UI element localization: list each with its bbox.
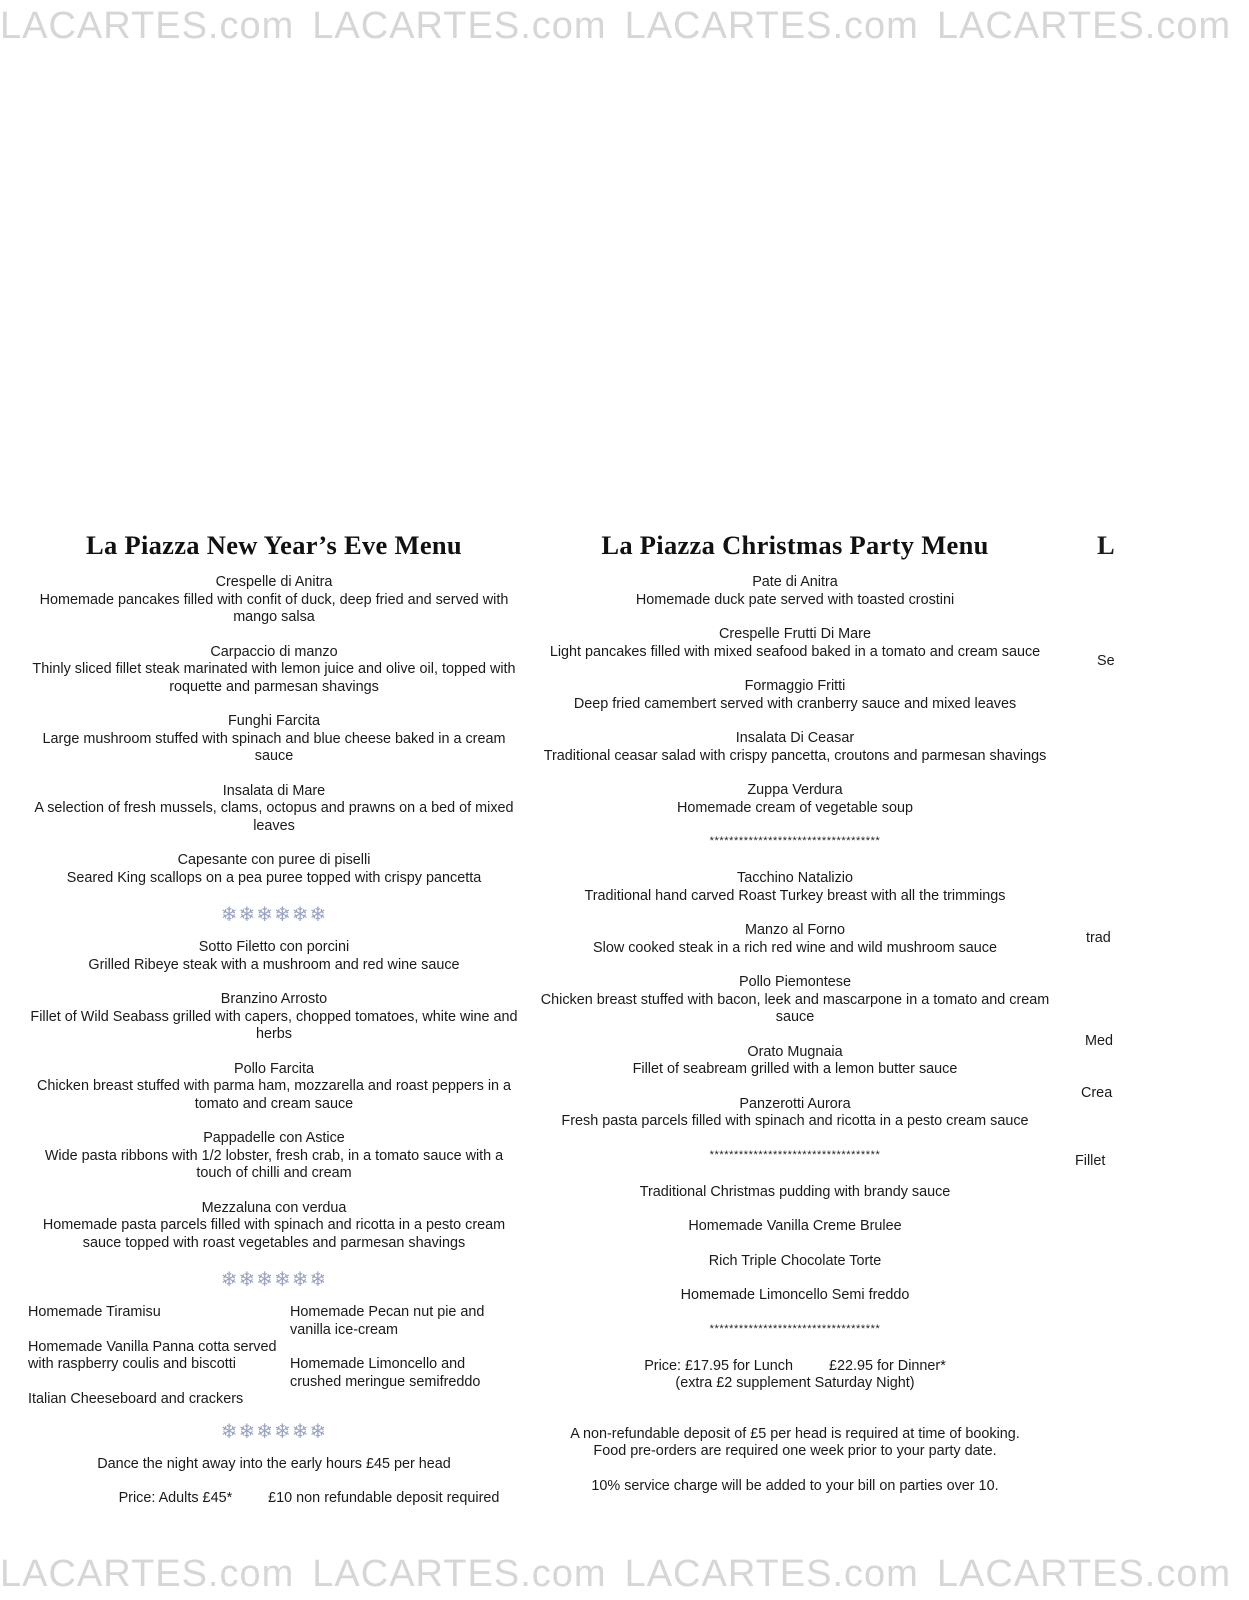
dish-description: Homemade duck pate served with toasted crostini <box>635 591 955 608</box>
snowflake-divider: ❄❄❄❄❄❄ <box>220 1421 328 1443</box>
dish-description: Fillet of seabream grilled with a lemon butter sauce <box>632 1061 958 1077</box>
dish-name: Mezzaluna con verdua <box>201 1199 347 1216</box>
snowflake-divider: ❄❄❄❄❄❄ <box>220 1269 328 1291</box>
dish-name: Sotto Filetto con porcini <box>198 939 350 955</box>
dish-description: Deep fried camembert served with cranberry sauce and mixed leaves <box>573 695 1017 712</box>
dish-description: Grilled Ribeye steak with a mushroom and red wine sauce <box>88 956 460 973</box>
dessert-item: Rich Triple Chocolate Torte <box>708 1252 882 1269</box>
asterisk-divider: *********************************** <box>709 835 881 847</box>
menu-title: La Piazza Christmas Party Menu <box>601 530 989 560</box>
dish-name: Pollo Farcita <box>234 1060 314 1077</box>
dish-name: Insalata Di Ceasar <box>735 730 855 746</box>
dish-name: Capesante con puree di piselli <box>177 852 371 868</box>
price-row <box>28 1490 520 1508</box>
dish-description: Homemade pancakes filled with confit of duck, deep fried and served with mango salsa <box>39 591 509 625</box>
desserts-left-column <box>28 1304 286 1425</box>
dish-description: Traditional hand carved Roast Turkey breast with all the trimmings <box>584 887 1006 904</box>
dish-name: Formaggio Fritti <box>744 678 846 694</box>
menu-item <box>538 678 1052 713</box>
menu-item <box>538 626 1052 661</box>
dance-note: Dance the night away into the early hours £45 per head <box>97 1456 451 1472</box>
dish-name: Funghi Farcita <box>228 713 320 729</box>
price-row <box>538 1358 1052 1376</box>
starters-section <box>538 574 1052 817</box>
desserts-section <box>28 1304 520 1425</box>
cutoff-text-fragment: Se <box>1097 653 1115 669</box>
dish-name: Crespelle Frutti Di Mare <box>719 626 871 642</box>
cutoff-text-fragment: Med <box>1085 1033 1113 1049</box>
dish-description: Homemade cream of vegetable soup <box>677 799 913 816</box>
preorder-note: Food pre-orders are required one week prior to your party date. <box>593 1443 997 1459</box>
dish-description: Large mushroom stuffed with spinach and blue cheese baked in a cream sauce <box>42 730 506 764</box>
service-charge-note: 10% service charge will be added to your bill on parties over 10. <box>591 1477 999 1494</box>
price-lunch: Price: £17.95 for Lunch <box>644 1357 793 1374</box>
new-years-eve-menu <box>28 528 520 1507</box>
menu-item <box>28 852 520 887</box>
deposit-required: £10 non refundable deposit required <box>268 1489 500 1506</box>
dish-name: Branzino Arrosto <box>220 991 328 1007</box>
deposit-note: A non-refundable deposit of £5 per head is required at time of booking. <box>570 1425 1020 1442</box>
mains-section <box>538 870 1052 1131</box>
dish-description: Homemade pasta parcels filled with spinach and ricotta in a pesto cream sauce topped with roast vegetables and parmesan shavings <box>42 1217 506 1251</box>
dish-name: Insalata di Mare <box>222 782 326 799</box>
menu-item <box>538 574 1052 609</box>
dessert-item: Italian Cheeseboard and crackers <box>28 1390 244 1407</box>
menu-title: La Piazza New Year’s Eve Menu <box>86 530 462 560</box>
dish-name: Zuppa Verdura <box>747 782 843 798</box>
dish-name: Manzo al Forno <box>745 922 845 938</box>
dessert-item: Traditional Christmas pudding with brandy sauce <box>639 1183 951 1200</box>
menu-item <box>538 782 1052 817</box>
menu-item <box>28 991 520 1044</box>
dish-description: Chicken breast stuffed with bacon, leek and mascarpone in a tomato and cream sauce <box>540 991 1050 1025</box>
dish-name: Orato Mugnaia <box>747 1043 843 1060</box>
dessert-item: Homemade Tiramisu <box>28 1304 161 1320</box>
menu-item <box>538 922 1052 957</box>
dish-name: Crespelle di Anitra <box>215 574 333 590</box>
mains-section <box>28 939 520 1252</box>
dish-description: Fresh pasta parcels filled with spinach and ricotta in a pesto cream sauce <box>561 1113 1029 1129</box>
dish-description: Light pancakes filled with mixed seafood baked in a tomato and cream sauce <box>549 643 1041 660</box>
watermark-top: LACARTES.com LACARTES.com LACARTES.com LACARTES.com <box>0 5 1232 47</box>
menu-item <box>28 939 520 974</box>
menu-item <box>28 1130 520 1183</box>
menu-item <box>28 574 520 627</box>
starters-section <box>28 574 520 887</box>
dish-description: Thinly sliced fillet steak marinated with lemon juice and olive oil, topped with roquette and parmesan shavings <box>32 661 516 695</box>
asterisk-divider: *********************************** <box>709 1322 881 1335</box>
dish-description: A selection of fresh mussels, clams, octopus and prawns on a bed of mixed leaves <box>34 800 514 834</box>
cutoff-text-fragment: Fillet <box>1075 1153 1106 1169</box>
price-adults: Price: Adults £45* <box>118 1489 233 1506</box>
desserts-right-column <box>290 1304 520 1425</box>
menu-item <box>538 974 1052 1027</box>
dish-name: Pollo Piemontese <box>739 974 851 990</box>
menu-item <box>538 1044 1052 1079</box>
menu-item <box>28 713 520 766</box>
watermark-bottom: LACARTES.com LACARTES.com LACARTES.com LACARTES.com <box>0 1553 1232 1595</box>
menu-item <box>538 1096 1052 1131</box>
dish-description: Chicken breast stuffed with parma ham, mozzarella and roast peppers in a tomato and cream sauce <box>36 1078 512 1112</box>
price-dinner: £22.95 for Dinner* <box>829 1357 946 1374</box>
dish-description: Traditional ceasar salad with crispy pancetta, croutons and parmesan shavings <box>543 747 1047 764</box>
cutoff-title-fragment: L <box>1097 530 1115 560</box>
dish-description: Seared King scallops on a pea puree topped with crispy pancetta <box>66 869 482 886</box>
menu-item <box>538 870 1052 905</box>
dish-name: Carpaccio di manzo <box>210 643 338 660</box>
dessert-item: Homemade Limoncello Semi freddo <box>680 1287 910 1303</box>
dessert-item: Homemade Limoncello and crushed meringue semifreddo <box>290 1356 481 1390</box>
snowflake-divider: ❄❄❄❄❄❄ <box>220 904 328 926</box>
cutoff-text-fragment: trad <box>1086 930 1111 946</box>
dish-name: Tacchino Natalizio <box>737 870 853 886</box>
christmas-party-menu <box>538 528 1052 1495</box>
dish-description: Slow cooked steak in a rich red wine and wild mushroom sauce <box>593 939 997 956</box>
desserts-section <box>538 1184 1052 1305</box>
supplement-note: (extra £2 supplement Saturday Night) <box>675 1375 915 1391</box>
dessert-item: Homemade Vanilla Panna cotta served with raspberry coulis and biscotti <box>28 1338 277 1372</box>
dish-description: Wide pasta ribbons with 1/2 lobster, fresh crab, in a tomato sauce with a touch of chilli and cream <box>44 1147 504 1181</box>
menu-item <box>28 644 520 697</box>
dish-name: Pappadelle con Astice <box>203 1130 345 1146</box>
menu-item <box>538 730 1052 765</box>
menu-item <box>28 783 520 836</box>
dish-name: Panzerotti Aurora <box>739 1095 851 1112</box>
asterisk-divider: *********************************** <box>709 1148 881 1161</box>
menu-item <box>28 1200 520 1253</box>
dessert-item: Homemade Vanilla Creme Brulee <box>688 1218 902 1234</box>
dish-description: Fillet of Wild Seabass grilled with capers, chopped tomatoes, white wine and herbs <box>30 1008 518 1042</box>
dessert-item: Homemade Pecan nut pie and vanilla ice-cream <box>290 1304 485 1338</box>
menu-item <box>28 1061 520 1114</box>
cutoff-text-fragment: Crea <box>1081 1085 1113 1101</box>
dish-name: Pate di Anitra <box>752 574 838 590</box>
